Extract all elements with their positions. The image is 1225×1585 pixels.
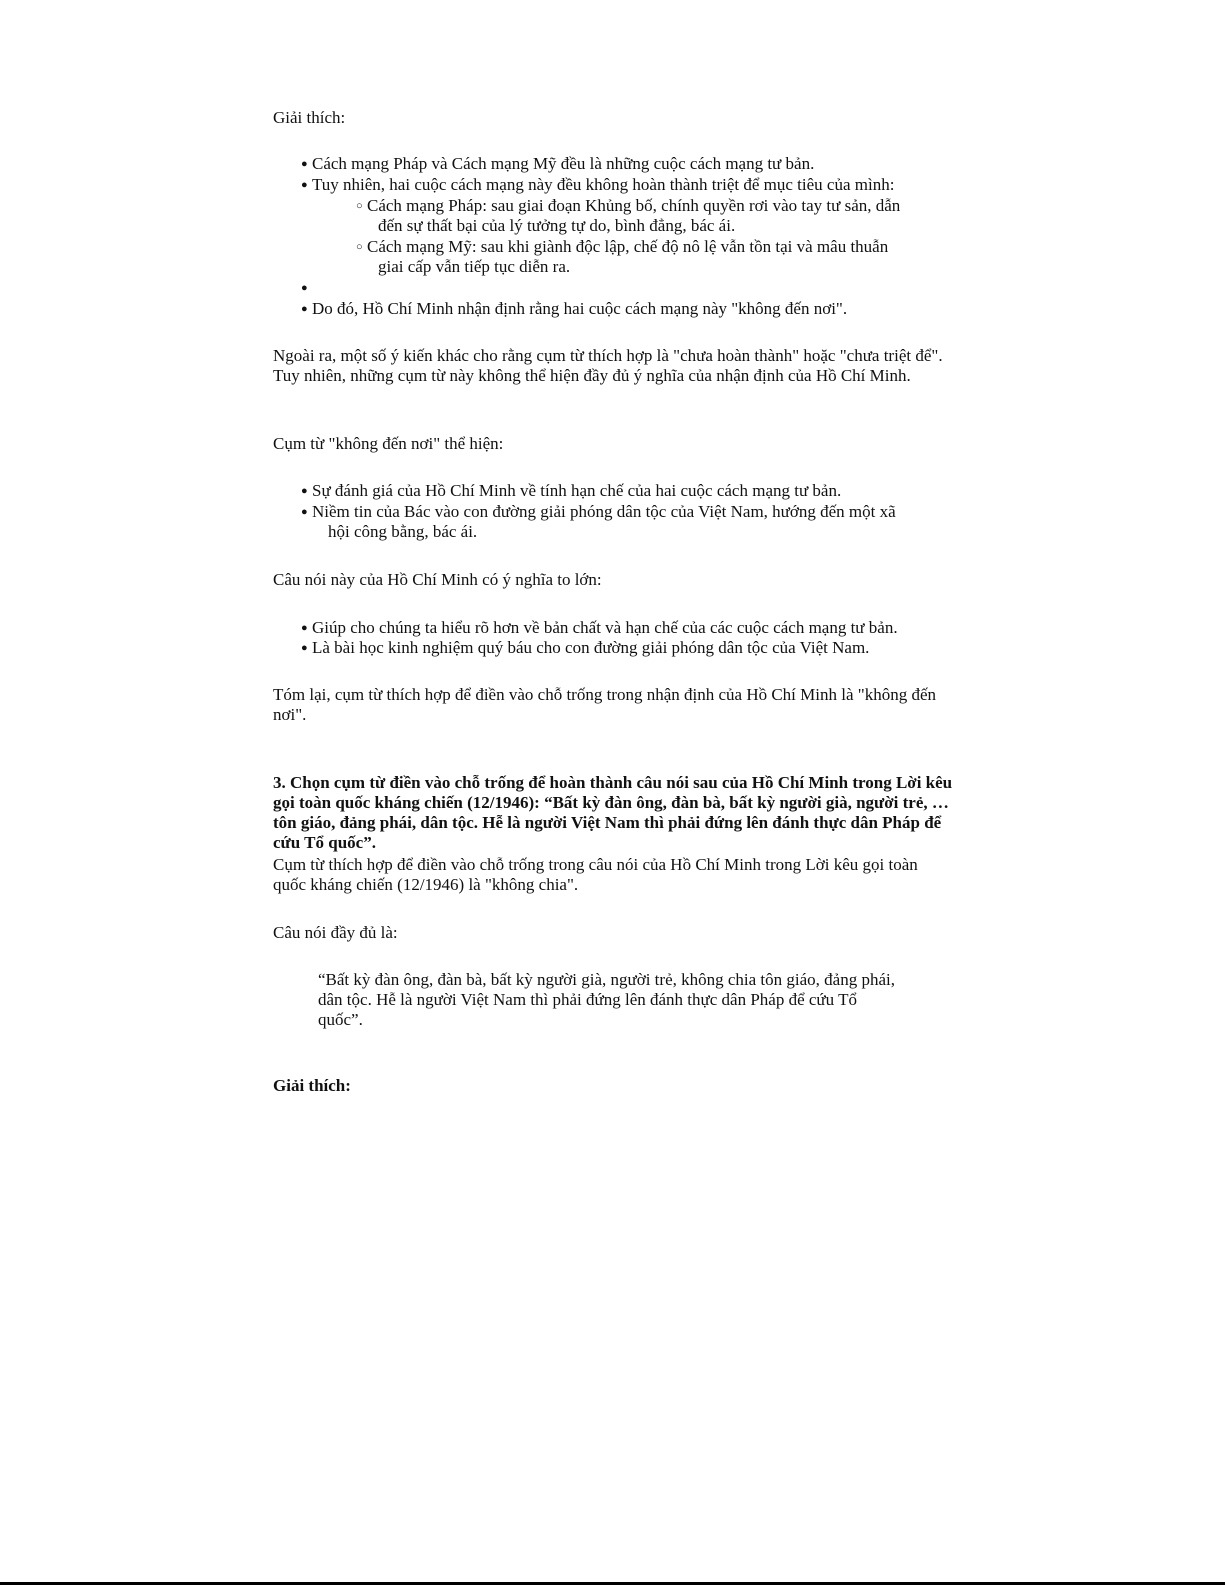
explanation-heading-2: Giải thích: [273, 1076, 351, 1095]
sub-list-item-line: Cách mạng Pháp: sau giai đoạn Khủng bố, chính quyền rơi vào tay tư sản, dẫn [367, 196, 901, 215]
sub-list-item-line: Cách mạng Mỹ: sau khi giành độc lập, chế độ nô lệ vẫn tồn tại và mâu thuẫn [367, 237, 889, 256]
list-item: ● Do đó, Hồ Chí Minh nhận định rằng hai cuộc cách mạng này "không đến nơi". [301, 299, 962, 319]
paragraph: Cụm từ "không đến nơi" thể hiện: [273, 434, 504, 453]
list-item [301, 502, 962, 542]
paragraph: Ngoài ra, một số ý kiến khác cho rằng cụm từ thích hợp là "chưa hoàn thành" hoặc "chưa triệt để". Tuy nhiên, những cụm từ này không thể hiện đầy đủ ý nghĩa của nhận định của Hồ Chí Minh. [273, 346, 943, 385]
list-item: ● Tuy nhiên, hai cuộc cách mạng này đều không hoàn thành triệt để mục tiêu của mình: [301, 175, 962, 195]
paragraph: Tóm lại, cụm từ thích hợp để điền vào chỗ trống trong nhận định của Hồ Chí Minh là "không đến nơi". [273, 685, 936, 724]
list-item [301, 481, 962, 501]
sub-list-item [356, 237, 947, 277]
list-item-line: Niềm tin của Bác vào con đường giải phóng dân tộc của Việt Nam, hướng đến một xã [312, 502, 896, 521]
list-item-line: Sự đánh giá của Hồ Chí Minh về tính hạn chế của hai cuộc cách mạng tư bản. [312, 481, 842, 500]
list-item: ● Cách mạng Pháp và Cách mạng Mỹ đều là những cuộc cách mạng tư bản. [301, 154, 962, 174]
answer-3: Cụm từ thích hợp để điền vào chỗ trống trong câu nói của Hồ Chí Minh trong Lời kêu gọi toàn quốc kháng chiến (12/1946) là "không chia". [273, 855, 918, 894]
quote-block: “Bất kỳ đàn ông, đàn bà, bất kỳ người già, người trẻ, không chia tôn giáo, đảng phái, dân tộc. Hễ là người Việt Nam thì phải đứng lên đánh thực dân Pháp để cứu Tổ quốc”. [318, 970, 895, 1029]
sub-list-item-line: đến sự thất bại của lý tưởng tự do, bình đẳng, bác ái. [378, 216, 736, 235]
paragraph: Câu nói này của Hồ Chí Minh có ý nghĩa to lớn: [273, 570, 602, 589]
list-item-line: hội công bằng, bác ái. [328, 522, 478, 541]
explanation-heading: Giải thích: [273, 108, 346, 127]
question-3: 3. Chọn cụm từ điền vào chỗ trống để hoàn thành câu nói sau của Hồ Chí Minh trong Lời kêu gọi toàn quốc kháng chiến (12/1946): “Bất kỳ đàn ông, đàn bà, bất kỳ người già, người trẻ, … tôn giáo, đảng phái, dân tộc. Hễ là người Việt Nam thì phải đứng lên đánh thực dân Pháp để cứu Tổ quốc”. [273, 773, 953, 852]
list-item: ● Giúp cho chúng ta hiểu rõ hơn về bản chất và hạn chế của các cuộc cách mạng tư bản. [301, 618, 962, 638]
sub-list-item [356, 196, 947, 236]
paragraph: Câu nói đầy đủ là: [273, 923, 398, 942]
list-item: ● Là bài học kinh nghiệm quý báu cho con đường giải phóng dân tộc của Việt Nam. [301, 638, 962, 658]
sub-list-item-line: giai cấp vẫn tiếp tục diễn ra. [378, 257, 571, 276]
